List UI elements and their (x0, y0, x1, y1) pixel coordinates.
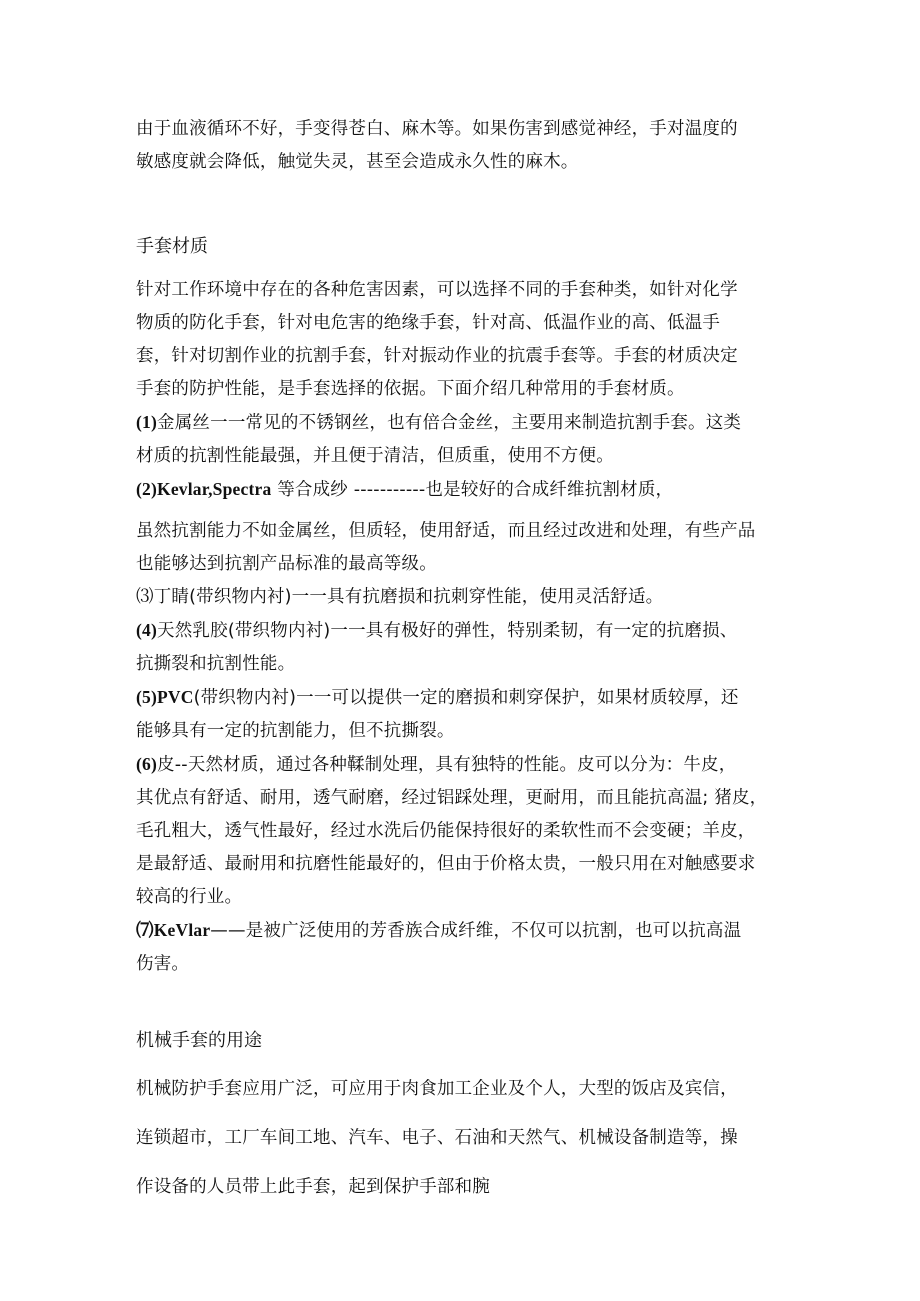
material-item-2-cont-1: 虽然抗割能力不如金属丝，但质轻，使用舒适，而且经过改进和处理，有些产品 (136, 521, 756, 541)
item-text: (带织物内衬)一一可以提供一定的磨损和刺穿保护，如果材质较厚，还 (193, 688, 739, 708)
material-item-5 (136, 681, 767, 715)
item-text: 等合成纱 -----------也是较好的合成纤维抗割材质， (271, 480, 674, 500)
material-item-5-cont: 能够具有一定的抗割能力，但不抗撕裂。 (136, 721, 455, 741)
material-item-4 (136, 614, 767, 648)
intro-paragraph (136, 113, 738, 179)
intro-line-2: 敏感度就会降低，触觉失灵，甚至会造成永久性的麻木。 (136, 152, 579, 172)
material-item-1-cont: 材质的抗割性能最强，并且便于清洁，但质重，使用不方便。 (136, 446, 614, 466)
materials-intro-paragraph (136, 274, 741, 507)
material-item-6 (136, 748, 767, 782)
material-item-7-cont: 伤害。 (136, 954, 190, 974)
materials-line-2: 物质的防化手套，针对电危害的绝缘手套，针对高、低温作业的高、低温手 (136, 313, 721, 333)
uses-line-1: 机械防护手套应用广泛，可应用于肉食加工企业及个人，大型的饭店及宾信， (136, 1079, 738, 1099)
material-item-4-cont: 抗撕裂和抗割性能。 (136, 654, 296, 674)
section1-title: 手套材质 (136, 236, 208, 257)
uses-line-3: 作设备的人员带上此手套，起到保护手部和腕 (136, 1177, 490, 1197)
section-heading-uses (136, 1024, 262, 1057)
material-item-6-cont-1: 其优点有舒适、耐用，透气耐磨，经过铝踩处理，更耐用，而且能抗高温; 猪皮， (136, 788, 768, 808)
material-item-6-cont-4: 较高的行业。 (136, 887, 243, 907)
item-text: 皮--天然材质，通过各种鞣制处理，具有独特的性能。皮可以分为：牛皮， (157, 755, 737, 775)
material-item-3 (136, 581, 767, 614)
item-text: 金属丝一一常见的不锈钢丝，也有倍合金丝，主要用来制造抗割手套。这类 (157, 413, 742, 433)
material-item-6-cont-2: 毛孔粗大，透气性最好，经过水洗后仍能保持很好的柔软性而不会变硬；羊皮， (136, 821, 756, 841)
item-number: (1) (136, 412, 158, 432)
item-number: (4) (136, 620, 158, 640)
section2-title: 机械手套的用途 (136, 1030, 262, 1051)
material-item-2-continuation (136, 515, 767, 981)
item-number: ⑺KeVlar (136, 920, 211, 940)
item-number: (6) (136, 754, 158, 774)
materials-line-3: 套，针对切割作业的抗割手套，针对振动作业的抗震手套等。手套的材质决定 (136, 346, 738, 366)
material-item-7 (136, 914, 767, 948)
item-text: 丁睛(带织物内衬)一一具有抗磨损和抗刺穿性能，使用灵活舒适。 (153, 587, 664, 607)
uses-line-block-2 (136, 1122, 738, 1155)
uses-line-block-3 (136, 1171, 490, 1204)
item-text: ——是被广泛使用的芳香族合成纤维，不仅可以抗割，也可以抗高温 (210, 921, 742, 941)
section-heading-materials (136, 230, 208, 263)
item-number: ⑶ (136, 587, 154, 607)
material-item-2 (136, 473, 741, 507)
materials-line-4: 手套的防护性能，是手套选择的依据。下面介绍几种常用的手套材质。 (136, 379, 685, 399)
item-text: 天然乳胶(带织物内衬)一一具有极好的弹性，特别柔韧，有一定的抗磨损、 (157, 621, 738, 641)
material-item-1 (136, 406, 741, 440)
item-number: (5)PVC (136, 687, 194, 707)
material-item-6-cont-3: 是最舒适、最耐用和抗磨性能最好的，但由于价格太贵，一般只用在对触感要求 (136, 854, 756, 874)
uses-line-block-1 (136, 1073, 738, 1106)
materials-line-1: 针对工作环境中存在的各种危害因素，可以选择不同的手套种类，如针对化学 (136, 280, 738, 300)
uses-line-2: 连锁超市，工厂车间工地、汽车、电子、石油和天然气、机械设备制造等，操 (136, 1128, 738, 1148)
intro-line-1: 由于血液循环不好，手变得苍白、麻木等。如果伤害到感觉神经，手对温度的 (136, 119, 738, 139)
material-item-2-cont-2: 也能够达到抗割产品标准的最高等级。 (136, 554, 437, 574)
item-number: (2)Kevlar,Spectra (136, 479, 272, 499)
